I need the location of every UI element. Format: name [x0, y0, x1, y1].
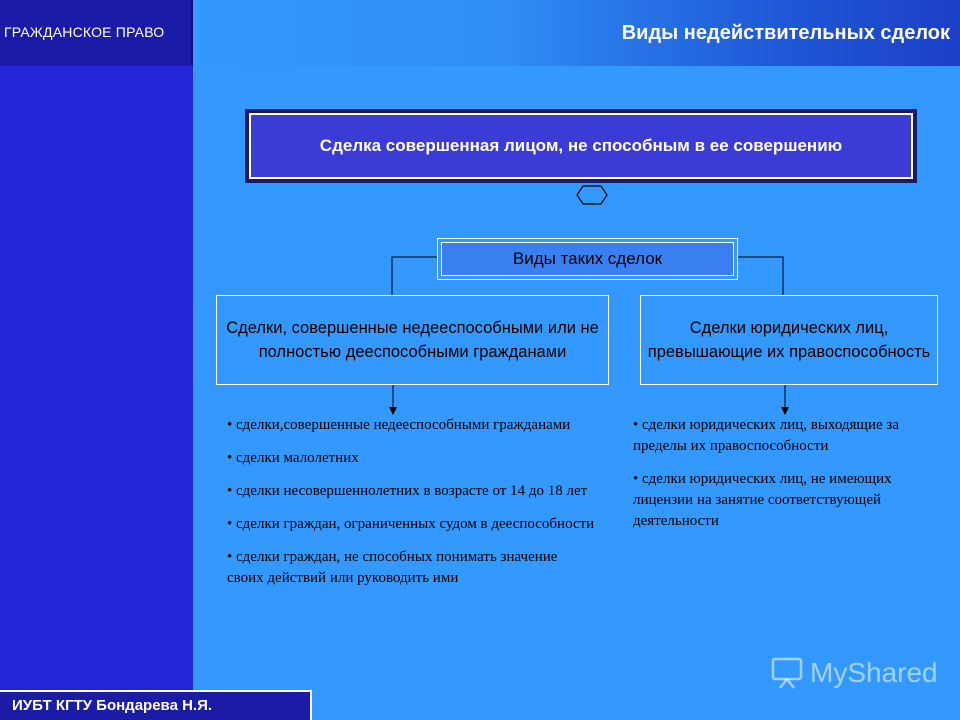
presentation-board-icon: [770, 656, 804, 690]
watermark: [770, 656, 938, 690]
list-item: • сделки малолетних: [227, 448, 597, 469]
list-item: • сделки граждан, не способных понимать значение своих действий или руководить ими: [227, 547, 597, 589]
right-items-list: [633, 415, 913, 544]
list-item: • сделки граждан, ограниченных судом в дееспособности: [227, 514, 597, 535]
left-category-box: Сделки, совершенные недееспособными или не полностью дееспособными гражданами: [216, 295, 609, 385]
slide-title: Виды недействительных сделок: [621, 22, 950, 44]
right-category-box: Сделки юридических лиц, превышающие их правоспособность: [640, 295, 938, 385]
watermark-text: MyShared: [810, 657, 938, 688]
types-box: [437, 238, 738, 280]
left-items-list: [227, 415, 597, 601]
section-title: ГРАЖДАНСКОЕ ПРАВО: [4, 24, 165, 40]
list-item: • сделки юридических лиц, не имеющих лицензии на занятие соответствующей деятельности: [633, 469, 913, 532]
list-item: • сделки,совершенные недееспособными гражданами: [227, 415, 597, 436]
list-item: • сделки несовершеннолетних в возрасте от 14 до 18 лет: [227, 481, 597, 502]
arrow-down-left-icon: [389, 407, 397, 415]
double-arrow-icon: [577, 186, 607, 204]
footer-author: ИУБТ КГТУ Бондарева Н.Я.: [0, 690, 312, 720]
list-item: • сделки юридических лиц, выходящие за пределы их правоспособности: [633, 415, 913, 457]
types-label: Виды таких сделок: [441, 242, 734, 276]
arrow-down-right-icon: [781, 407, 789, 415]
main-deal-label: Сделка совершенная лицом, не способным в ее совершению: [249, 113, 913, 179]
